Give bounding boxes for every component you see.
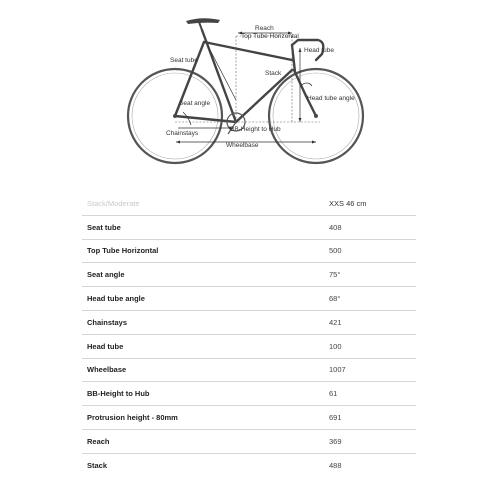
table-row — [82, 334, 416, 358]
table-row — [82, 310, 416, 334]
row-label: Head tube — [82, 334, 329, 358]
reach-label: Reach — [255, 25, 274, 32]
seat-tube-label: Seat tube — [170, 57, 198, 64]
row-label: Top Tube Horizontal — [82, 239, 329, 263]
bb-height-to-hub-label: BB-Height to Hub — [230, 126, 281, 133]
table-row — [82, 215, 416, 239]
table-row — [82, 287, 416, 311]
row-label: Stack — [82, 453, 329, 476]
row-value: 408 — [329, 215, 416, 239]
table-row — [82, 406, 416, 430]
frame — [175, 30, 323, 122]
table-row — [82, 358, 416, 382]
geometry-table — [82, 192, 416, 477]
row-value: 488 — [329, 453, 416, 476]
saddle — [186, 18, 220, 30]
row-label: Reach — [82, 429, 329, 453]
seat-angle-label: Seat angle — [179, 100, 211, 107]
row-label: Chainstays — [82, 310, 329, 334]
row-value: 500 — [329, 239, 416, 263]
size-column-label: XXS 46 cm — [329, 198, 367, 208]
row-value: 61 — [329, 382, 416, 406]
table-row — [82, 453, 416, 476]
head-tube-angle-label: Head tube angle — [307, 95, 355, 102]
chainstays-label: Chainstays — [166, 130, 199, 137]
row-value: 68° — [329, 287, 416, 311]
row-label: Seat angle — [82, 263, 329, 287]
head-tube-label: Head tube — [304, 47, 334, 54]
row-label: BB-Height to Hub — [82, 382, 329, 406]
row-label: Head tube angle — [82, 287, 329, 311]
stack-label: Stack — [265, 70, 282, 77]
table-row — [82, 239, 416, 263]
row-value: 691 — [329, 406, 416, 430]
table-row — [82, 263, 416, 287]
table-row — [82, 429, 416, 453]
row-value: 75° — [329, 263, 416, 287]
row-value: 369 — [329, 429, 416, 453]
bike-frame-illustration — [0, 0, 500, 180]
row-label: Protrusion height - 80mm — [82, 406, 329, 430]
table-header-label: Stack/Moderate — [87, 198, 140, 208]
table-header-row — [82, 192, 416, 215]
wheelbase-label: Wheelbase — [226, 142, 259, 149]
top-tube-horizontal-label: Top Tube Horizontal — [241, 33, 299, 40]
row-value: 1007 — [329, 358, 416, 382]
row-label: Seat tube — [82, 215, 329, 239]
row-label: Wheelbase — [82, 358, 329, 382]
row-value: 421 — [329, 310, 416, 334]
bike-geometry-diagram — [0, 0, 500, 180]
row-value: 100 — [329, 334, 416, 358]
table-row — [82, 382, 416, 406]
